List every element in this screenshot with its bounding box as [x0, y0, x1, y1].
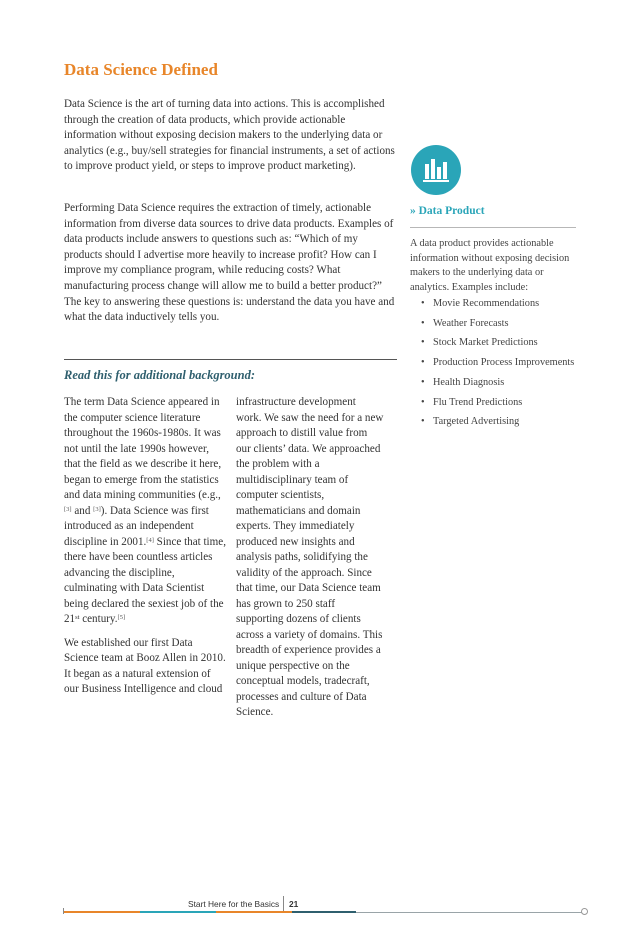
bullet-icon: •: [421, 357, 425, 369]
bar-chart-icon: [411, 145, 461, 195]
bullet-icon: •: [421, 416, 425, 428]
bullet-icon: •: [421, 317, 425, 329]
list-item: • Weather Forecasts: [421, 317, 581, 331]
booz-allen-paragraph: We established our first Data Science team at Booz Allen in 2010. It began as a natural extension of our Business Intelligence and cloud: [64, 636, 226, 695]
list-item: • Production Process Improvements: [421, 356, 581, 370]
list-item: • Flu Trend Predictions: [421, 396, 581, 410]
bullet-icon: •: [421, 298, 425, 309]
citation-2: [3]: [64, 505, 72, 513]
bullet-icon: •: [421, 396, 425, 408]
page-number: 21: [289, 899, 299, 909]
bullet-icon: •: [421, 337, 425, 349]
history-paragraph: The term Data Science appeared in the computer science literature throughout the 1960s-1980s. It was not until the late 1990s however, that the field as we describe it here, began to emerge from the statistics and data mining communities (e.g.,[3] and [3]). Data Science was first introduced as an independent discipline in 2001.[4] Since that time, there have been countless articles advancing the discipline, culminating with Data Scientist being declared the sexiest job of the 21st century.[5]: [64, 396, 226, 625]
bullet-icon: •: [421, 376, 425, 388]
list-item: • Movie Recommendations: [421, 297, 581, 311]
footer-section-label: Start Here for the Basics: [188, 899, 280, 909]
footer-separator: [283, 896, 284, 911]
citation-3: [3]: [93, 505, 101, 513]
footer-bar-segment: [216, 911, 292, 913]
page-title: Data Science Defined: [64, 60, 218, 79]
data-products-paragraph: Performing Data Science requires the extraction of timely, actionable information from diverse data sources to drive data products. Examples of data products include answers to questions such as: “Which of my products should I advertise more heavily to increase profit? How can I improve my compliance program, while reducing costs? What manufacturing process change will allow me to build a better product?” The key to answering these questions is: understand the data you have and what the data inductively tells you.: [64, 202, 395, 324]
background-column-right: [236, 395, 384, 721]
citation-4: [4]: [146, 536, 154, 544]
footer-bar-segment: [356, 912, 583, 913]
sidebar-description: A data product provides actionable information without exposing decision makers to the underlying data or analytics. Examples include:: [410, 238, 570, 293]
citation-5: [5]: [117, 614, 126, 621]
background-heading: Read this for additional background:: [64, 368, 255, 382]
background-column-left: [64, 395, 228, 706]
footer-bar-segment: [292, 911, 356, 913]
sidebar-rule: [410, 227, 576, 228]
footer-bar-segment: [140, 911, 216, 913]
team-paragraph: infrastructure development work. We saw the need for a new approach to distill value from our clients’ data. We approached the problem with a multidisciplinary team of computer scientists, mathematicians and domain experts. They immediately produced new insights and analysis paths, solidifying the validity of the approach. Since that time, our Data Science team has grown to 250 staff supporting dozens of clients across a variety of domains. This breadth of experience provides a unique perspective on the conceptual models, tradecraft, processes and culture of Data Science.: [236, 396, 384, 718]
list-item: • Targeted Advertising: [421, 415, 581, 429]
footer-bar-segment: [64, 911, 140, 913]
section-divider: [64, 359, 397, 360]
list-item: • Health Diagnosis: [421, 376, 581, 390]
sidebar-title: » Data Product: [410, 205, 485, 217]
intro-paragraph: Data Science is the art of turning data into actions. This is accomplished through the creation of data products, which provide actionable information without exposing decision makers to the underlying data or analytics (e.g., buy/sell strategies for financial instruments, a set of actions to improve product yield, or steps to improve product marketing).: [64, 98, 395, 173]
footer-color-bar: [64, 911, 583, 913]
ordinal-suffix: st: [75, 614, 80, 621]
list-item: • Stock Market Predictions: [421, 336, 581, 350]
footer-bar-end-dot: [581, 908, 588, 915]
data-product-examples: [421, 297, 581, 435]
